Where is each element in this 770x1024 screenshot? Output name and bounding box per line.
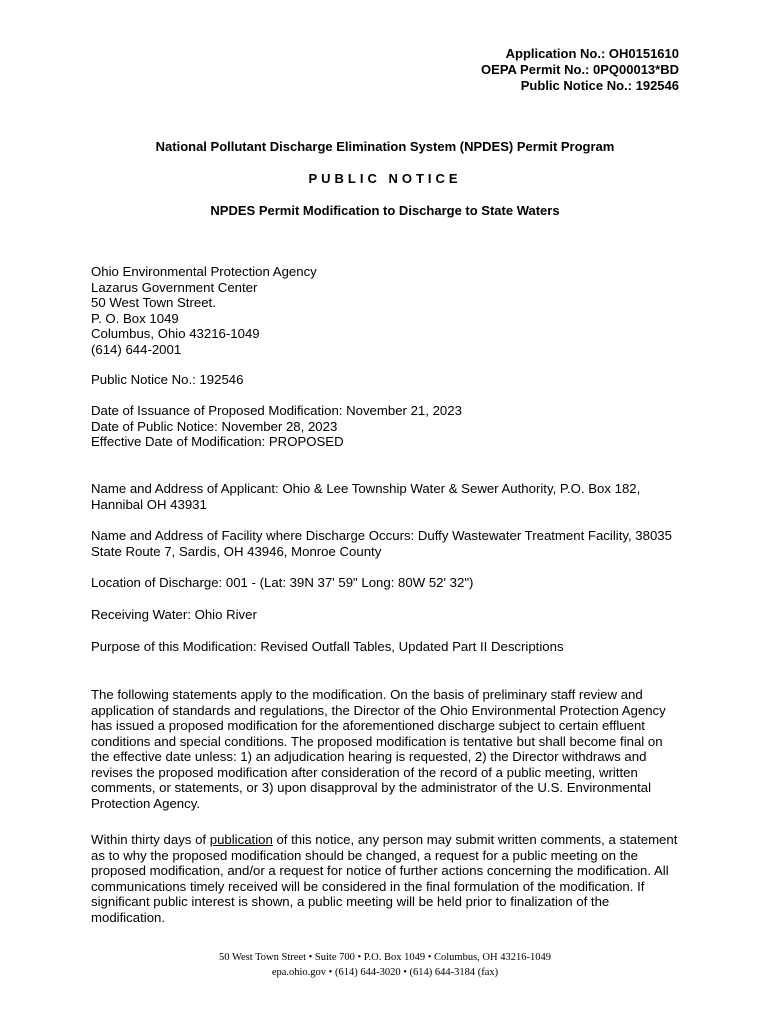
agency-line: Ohio Environmental Protection Agency <box>91 264 317 279</box>
effective-date: Effective Date of Modification: PROPOSED <box>91 434 344 449</box>
dates-block <box>91 403 691 450</box>
permit-header <box>481 46 679 94</box>
public-notice-date: Date of Public Notice: November 28, 2023 <box>91 418 338 434</box>
agency-line: Columbus, Ohio 43216-1049 <box>91 326 260 341</box>
program-title: National Pollutant Discharge Elimination System (NPDES) Permit Program <box>155 139 615 154</box>
application-number: Application No.: OH0151610 <box>505 46 679 61</box>
agency-line: (614) 644-2001 <box>91 341 182 357</box>
publication-link[interactable]: publication <box>209 832 273 847</box>
public-notice-line: Public Notice No.: 192546 <box>91 372 244 387</box>
oepa-permit-number: OEPA Permit No.: 0PQ00013*BD <box>481 62 679 77</box>
facility-info: Name and Address of Facility where Discharge Occurs: Duffy Wastewater Treatment Facility, 38035 State Route 7, Sardis, OH 43946, Monroe County <box>91 528 672 559</box>
comment-text-rest: of this notice, any person may submit written comments, a statement as to why the proposed modification should be changed, a request for a public meeting on the proposed modification, and/or a request for notice of further actions concerning the modification. All communications timely received will be considered in the final formulation of the modification. If significant public interest is shown, a public meeting will be held prior to finalization of the modification. <box>91 832 678 925</box>
statement-paragraph: The following statements apply to the modification. On the basis of preliminary staff review and application of standards and regulations, the Director of the Ohio Environmental Protection Agency has issued a proposed modification for the aforementioned discharge subject to certain effluent conditions and special conditions. The proposed modification is tentative but shall become final on the effective date unless: 1) an adjudication hearing is requested, 2) the Director withdraws and revises the proposed modification after consideration of the record of a public meeting, written comments, or statements, or 3) upon disapproval by the administrator of the U.S. Environmental Protection Agency. <box>91 687 666 811</box>
public-notice-title: PUBLIC NOTICE <box>308 171 462 186</box>
agency-line: 50 West Town Street. <box>91 295 216 310</box>
public-notice-number: Public Notice No.: 192546 <box>520 78 679 93</box>
footer-address: 50 West Town Street • Suite 700 • P.O. Box 1049 • Columbus, OH 43216-1049 <box>219 952 551 963</box>
modification-purpose: Purpose of this Modification: Revised Outfall Tables, Updated Part II Descriptions <box>91 639 564 654</box>
applicant-info: Name and Address of Applicant: Ohio & Lee Township Water & Sewer Authority, P.O. Box 182, Hannibal OH 43931 <box>91 481 641 512</box>
page-footer <box>0 950 770 980</box>
agency-line: P. O. Box 1049 <box>91 310 179 326</box>
discharge-location: Location of Discharge: 001 - (Lat: 39N 37' 59" Long: 80W 52' 32") <box>91 575 474 590</box>
comment-paragraph <box>91 832 681 925</box>
agency-address <box>91 264 691 357</box>
agency-line: Lazarus Government Center <box>91 279 258 295</box>
issuance-date: Date of Issuance of Proposed Modification: November 21, 2023 <box>91 403 462 418</box>
comment-text-start: Within thirty days of <box>91 832 210 847</box>
footer-contact: epa.ohio.gov • (614) 644-3020 • (614) 644-3184 (fax) <box>271 967 499 978</box>
modification-title: NPDES Permit Modification to Discharge to State Waters <box>210 203 560 218</box>
receiving-water: Receiving Water: Ohio River <box>91 607 257 622</box>
